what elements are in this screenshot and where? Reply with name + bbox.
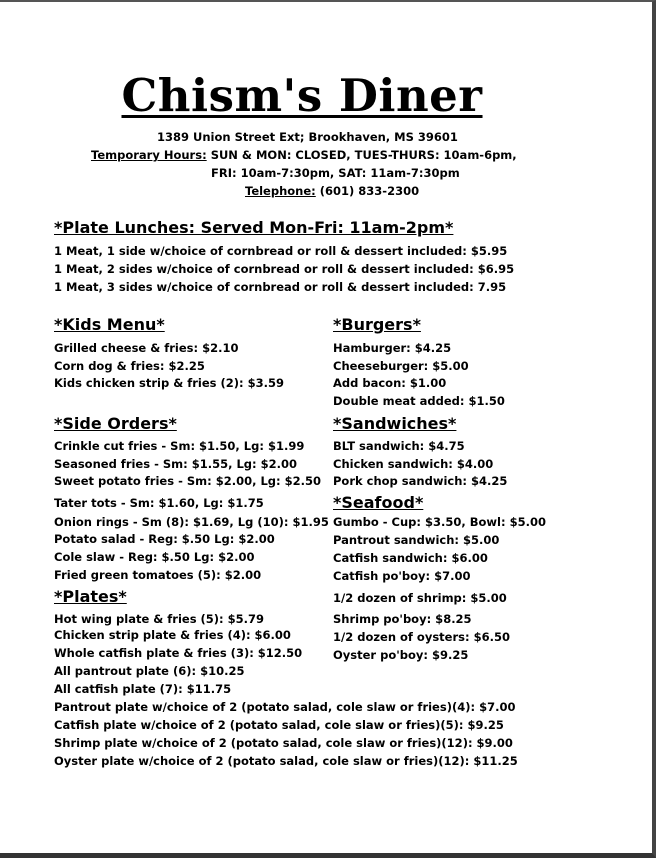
hours-line-2: FRI: 10am-7:30pm, SAT: 11am-7:30pm xyxy=(211,166,460,180)
burgers-heading: *Burgers* xyxy=(333,315,421,334)
phone-line xyxy=(245,183,419,199)
list-item: Catfish sandwich: $6.00 xyxy=(333,551,488,565)
list-item: Oyster po'boy: $9.25 xyxy=(333,648,469,662)
list-item: Tater tots - Sm: $1.60, Lg: $1.75 xyxy=(54,496,264,510)
side-orders-heading: *Side Orders* xyxy=(54,414,177,433)
list-item: Hamburger: $4.25 xyxy=(333,341,452,355)
hours-line-1 xyxy=(91,147,517,163)
list-item: Potato salad - Reg: $.50 Lg: $2.00 xyxy=(54,532,275,546)
list-item: Cole slaw - Reg: $.50 Lg: $2.00 xyxy=(54,550,255,564)
list-item: Seasoned fries - Sm: $1.55, Lg: $2.00 xyxy=(54,457,298,471)
list-item: Crinkle cut fries - Sm: $1.50, Lg: $1.99 xyxy=(54,439,305,453)
list-item: Hot wing plate & fries (5): $5.79 xyxy=(54,612,265,626)
address-line: 1389 Union Street Ext; Brookhaven, MS 39601 xyxy=(157,130,458,144)
list-item: All catfish plate (7): $11.75 xyxy=(54,682,232,696)
hours-text-1: SUN & MON: CLOSED, TUES-THURS: 10am-6pm, xyxy=(210,148,517,162)
list-item: Chicken strip plate & fries (4): $6.00 xyxy=(54,628,291,642)
list-item: Pantrout sandwich: $5.00 xyxy=(333,533,500,547)
list-item: Kids chicken strip & fries (2): $3.59 xyxy=(54,376,285,390)
list-item: 1 Meat, 2 sides w/choice of cornbread or roll & dessert included: $6.95 xyxy=(54,262,515,276)
list-item: 1/2 dozen of shrimp: $5.00 xyxy=(333,591,507,605)
seafood-heading: *Seafood* xyxy=(333,493,424,512)
list-item: Shrimp po'boy: $8.25 xyxy=(333,612,472,626)
list-item: Grilled cheese & fries: $2.10 xyxy=(54,341,239,355)
list-item: Catfish plate w/choice of 2 (potato salad, cole slaw or fries)(5): $9.25 xyxy=(54,718,504,732)
list-item: Chicken sandwich: $4.00 xyxy=(333,457,494,471)
list-item: 1 Meat, 3 sides w/choice of cornbread or roll & dessert included: 7.95 xyxy=(54,280,507,294)
list-item: Corn dog & fries: $2.25 xyxy=(54,359,205,373)
list-item: Cheeseburger: $5.00 xyxy=(333,359,469,373)
plates-heading: *Plates* xyxy=(54,587,127,606)
list-item: Sweet potato fries - Sm: $2.00, Lg: $2.50 xyxy=(54,474,321,488)
list-item: 1/2 dozen of oysters: $6.50 xyxy=(333,630,510,644)
list-item: Pantrout plate w/choice of 2 (potato salad, cole slaw or fries)(4): $7.00 xyxy=(54,700,516,714)
phone-number: (601) 833-2300 xyxy=(319,184,420,198)
list-item: Double meat added: $1.50 xyxy=(333,394,505,408)
list-item: Oyster plate w/choice of 2 (potato salad, cole slaw or fries)(12): $11.25 xyxy=(54,754,518,768)
list-item: All pantrout plate (6): $10.25 xyxy=(54,664,245,678)
sandwiches-heading: *Sandwiches* xyxy=(333,414,457,433)
diner-title: Chism's Diner xyxy=(121,69,483,122)
list-item: Pork chop sandwich: $4.25 xyxy=(333,474,508,488)
list-item: Onion rings - Sm (8): $1.69, Lg (10): $1.95 xyxy=(54,515,329,529)
list-item: Add bacon: $1.00 xyxy=(333,376,447,390)
kids-menu-heading: *Kids Menu* xyxy=(54,315,165,334)
list-item: Catfish po'boy: $7.00 xyxy=(333,569,471,583)
phone-label: Telephone: xyxy=(245,184,316,198)
list-item: 1 Meat, 1 side w/choice of cornbread or roll & dessert included: $5.95 xyxy=(54,244,508,258)
list-item: Whole catfish plate & fries (3): $12.50 xyxy=(54,646,303,660)
list-item: Gumbo - Cup: $3.50, Bowl: $5.00 xyxy=(333,515,546,529)
plate-lunches-heading: *Plate Lunches: Served Mon-Fri: 11am-2pm* xyxy=(54,218,454,237)
list-item: Shrimp plate w/choice of 2 (potato salad, cole slaw or fries)(12): $9.00 xyxy=(54,736,513,750)
list-item: BLT sandwich: $4.75 xyxy=(333,439,465,453)
list-item: Fried green tomatoes (5): $2.00 xyxy=(54,568,262,582)
hours-label: Temporary Hours: xyxy=(91,148,207,162)
